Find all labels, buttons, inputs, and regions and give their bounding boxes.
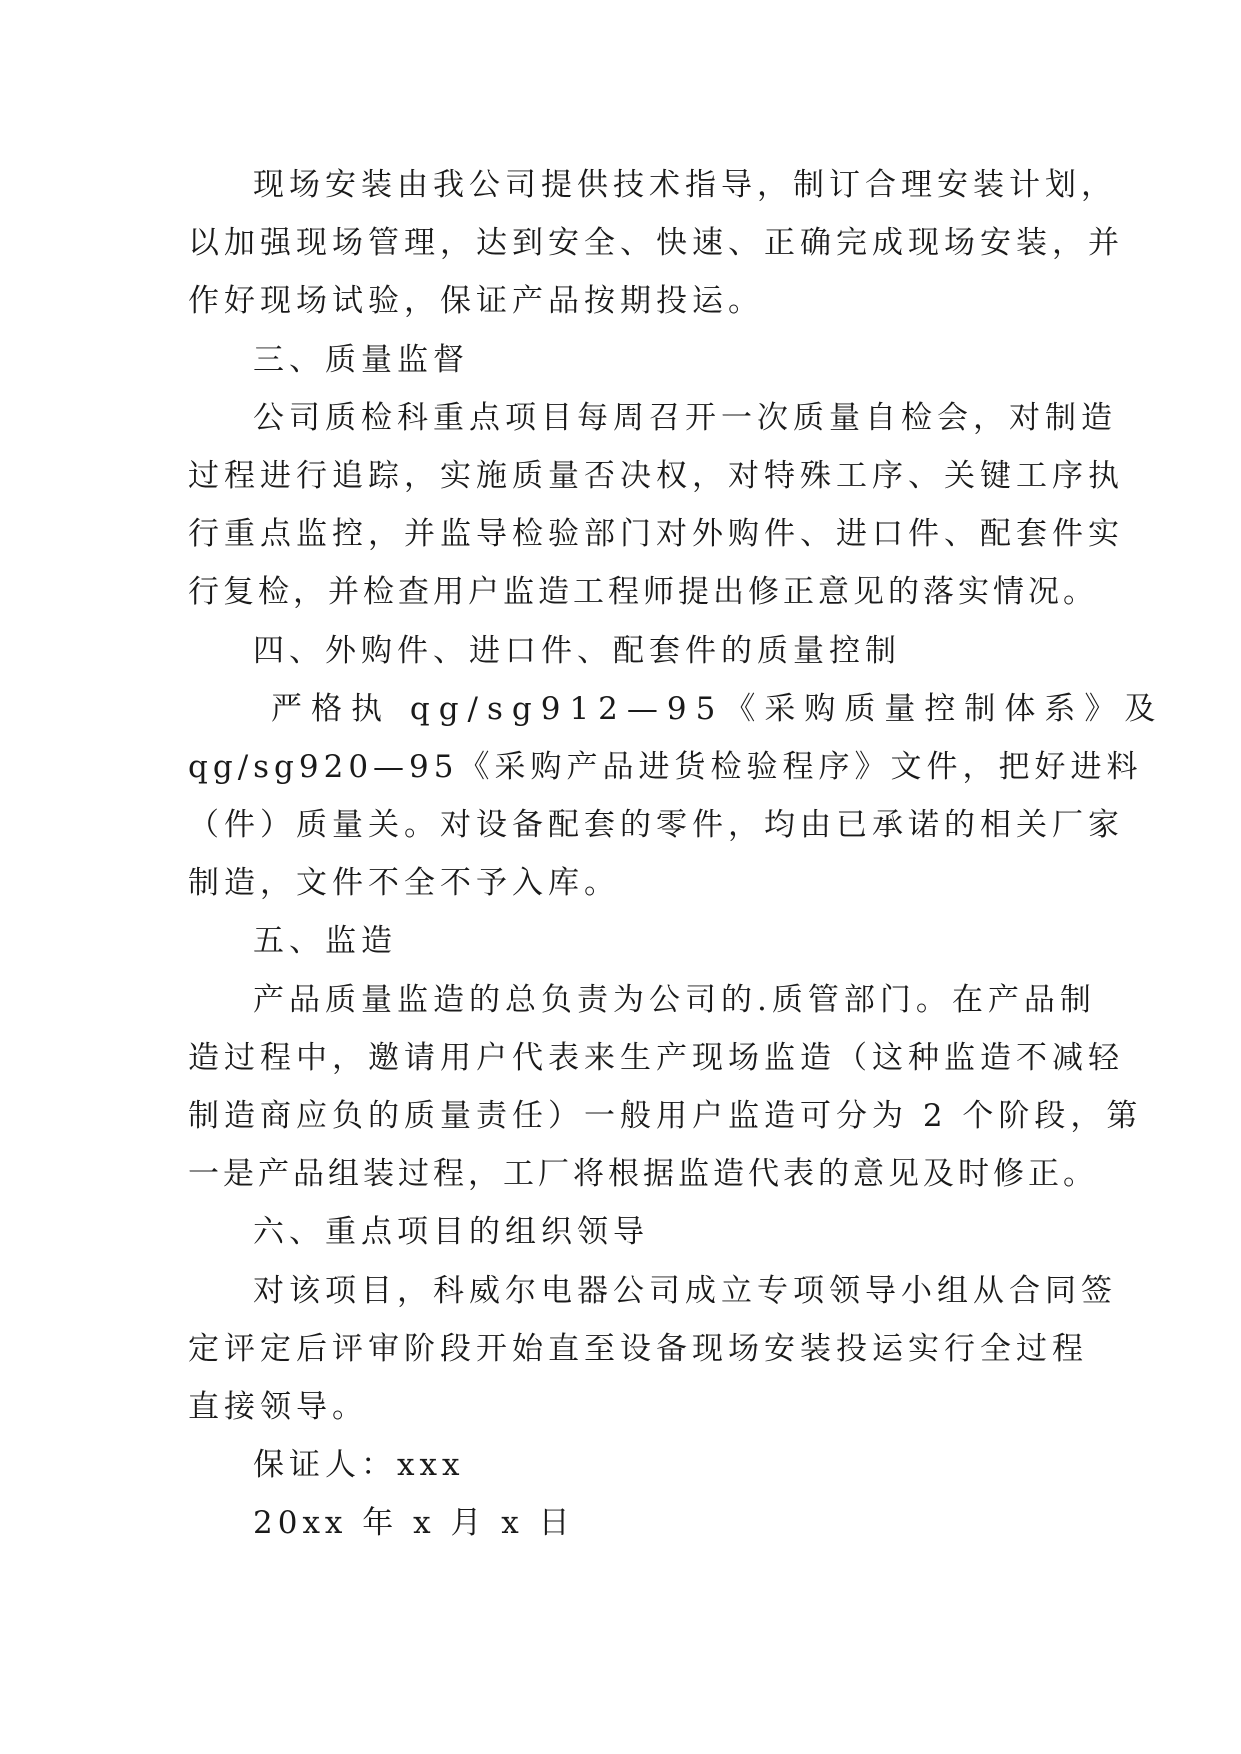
paragraph-line: 行重点监控，并监导检验部门对外购件、进口件、配套件实	[188, 516, 1124, 553]
section-heading: 六、重点项目的组织领导	[253, 1214, 649, 1251]
paragraph-line: 严格执 qg/sg912—95《采购质量控制体系》及	[271, 690, 1165, 727]
paragraph-line: 直接领导。	[188, 1388, 368, 1425]
paragraph-line: 制造商应负的质量责任）一般用户监造可分为 2 个阶段，第	[188, 1098, 1143, 1134]
paragraph-line: 过程进行追踪，实施质量否决权，对特殊工序、关键工序执	[188, 457, 1124, 494]
paragraph-line: 行复检，并检查用户监造工程师提出修正意见的落实情况。	[188, 574, 1098, 611]
paragraph-line: 定评定后评审阶段开始直至设备现场安装投运实行全过程	[188, 1330, 1088, 1367]
paragraph-line: 公司质检科重点项目每周召开一次质量自检会，对制造	[253, 399, 1117, 436]
date-line: 20xx 年 x 月 x 日	[253, 1505, 575, 1542]
document-body	[188, 156, 1165, 1553]
paragraph-line: 作好现场试验，保证产品按期投运。	[188, 283, 764, 320]
paragraph-line: 对该项目，科威尔电器公司成立专项领导小组从合同签	[253, 1272, 1117, 1309]
guarantor-line: 保证人：xxx	[253, 1447, 465, 1484]
paragraph-line: 产品质量监造的总负责为公司的.质管部门。在产品制	[253, 981, 1096, 1018]
paragraph-line: 制造，文件不全不予入库。	[188, 865, 620, 902]
paragraph-line: 造过程中，邀请用户代表来生产现场监造（这种监造不减轻	[188, 1039, 1124, 1076]
paragraph-line: 一是产品组装过程，工厂将根据监造代表的意见及时修正。	[188, 1156, 1098, 1193]
paragraph-line: 现场安装由我公司提供技术指导，制订合理安装计划，	[253, 167, 1117, 203]
section-heading: 三、质量监督	[253, 341, 469, 378]
section-heading: 四、外购件、进口件、配套件的质量控制	[253, 632, 901, 669]
paragraph-line: 以加强现场管理，达到安全、快速、正确完成现场安装，并	[188, 225, 1124, 262]
paragraph-line: （件）质量关。对设备配套的零件，均由已承诺的相关厂家	[188, 807, 1124, 844]
section-heading: 五、监造	[253, 923, 397, 960]
paragraph-line: qg/sg920—95《采购产品进货检验程序》文件，把好进料	[188, 748, 1143, 785]
